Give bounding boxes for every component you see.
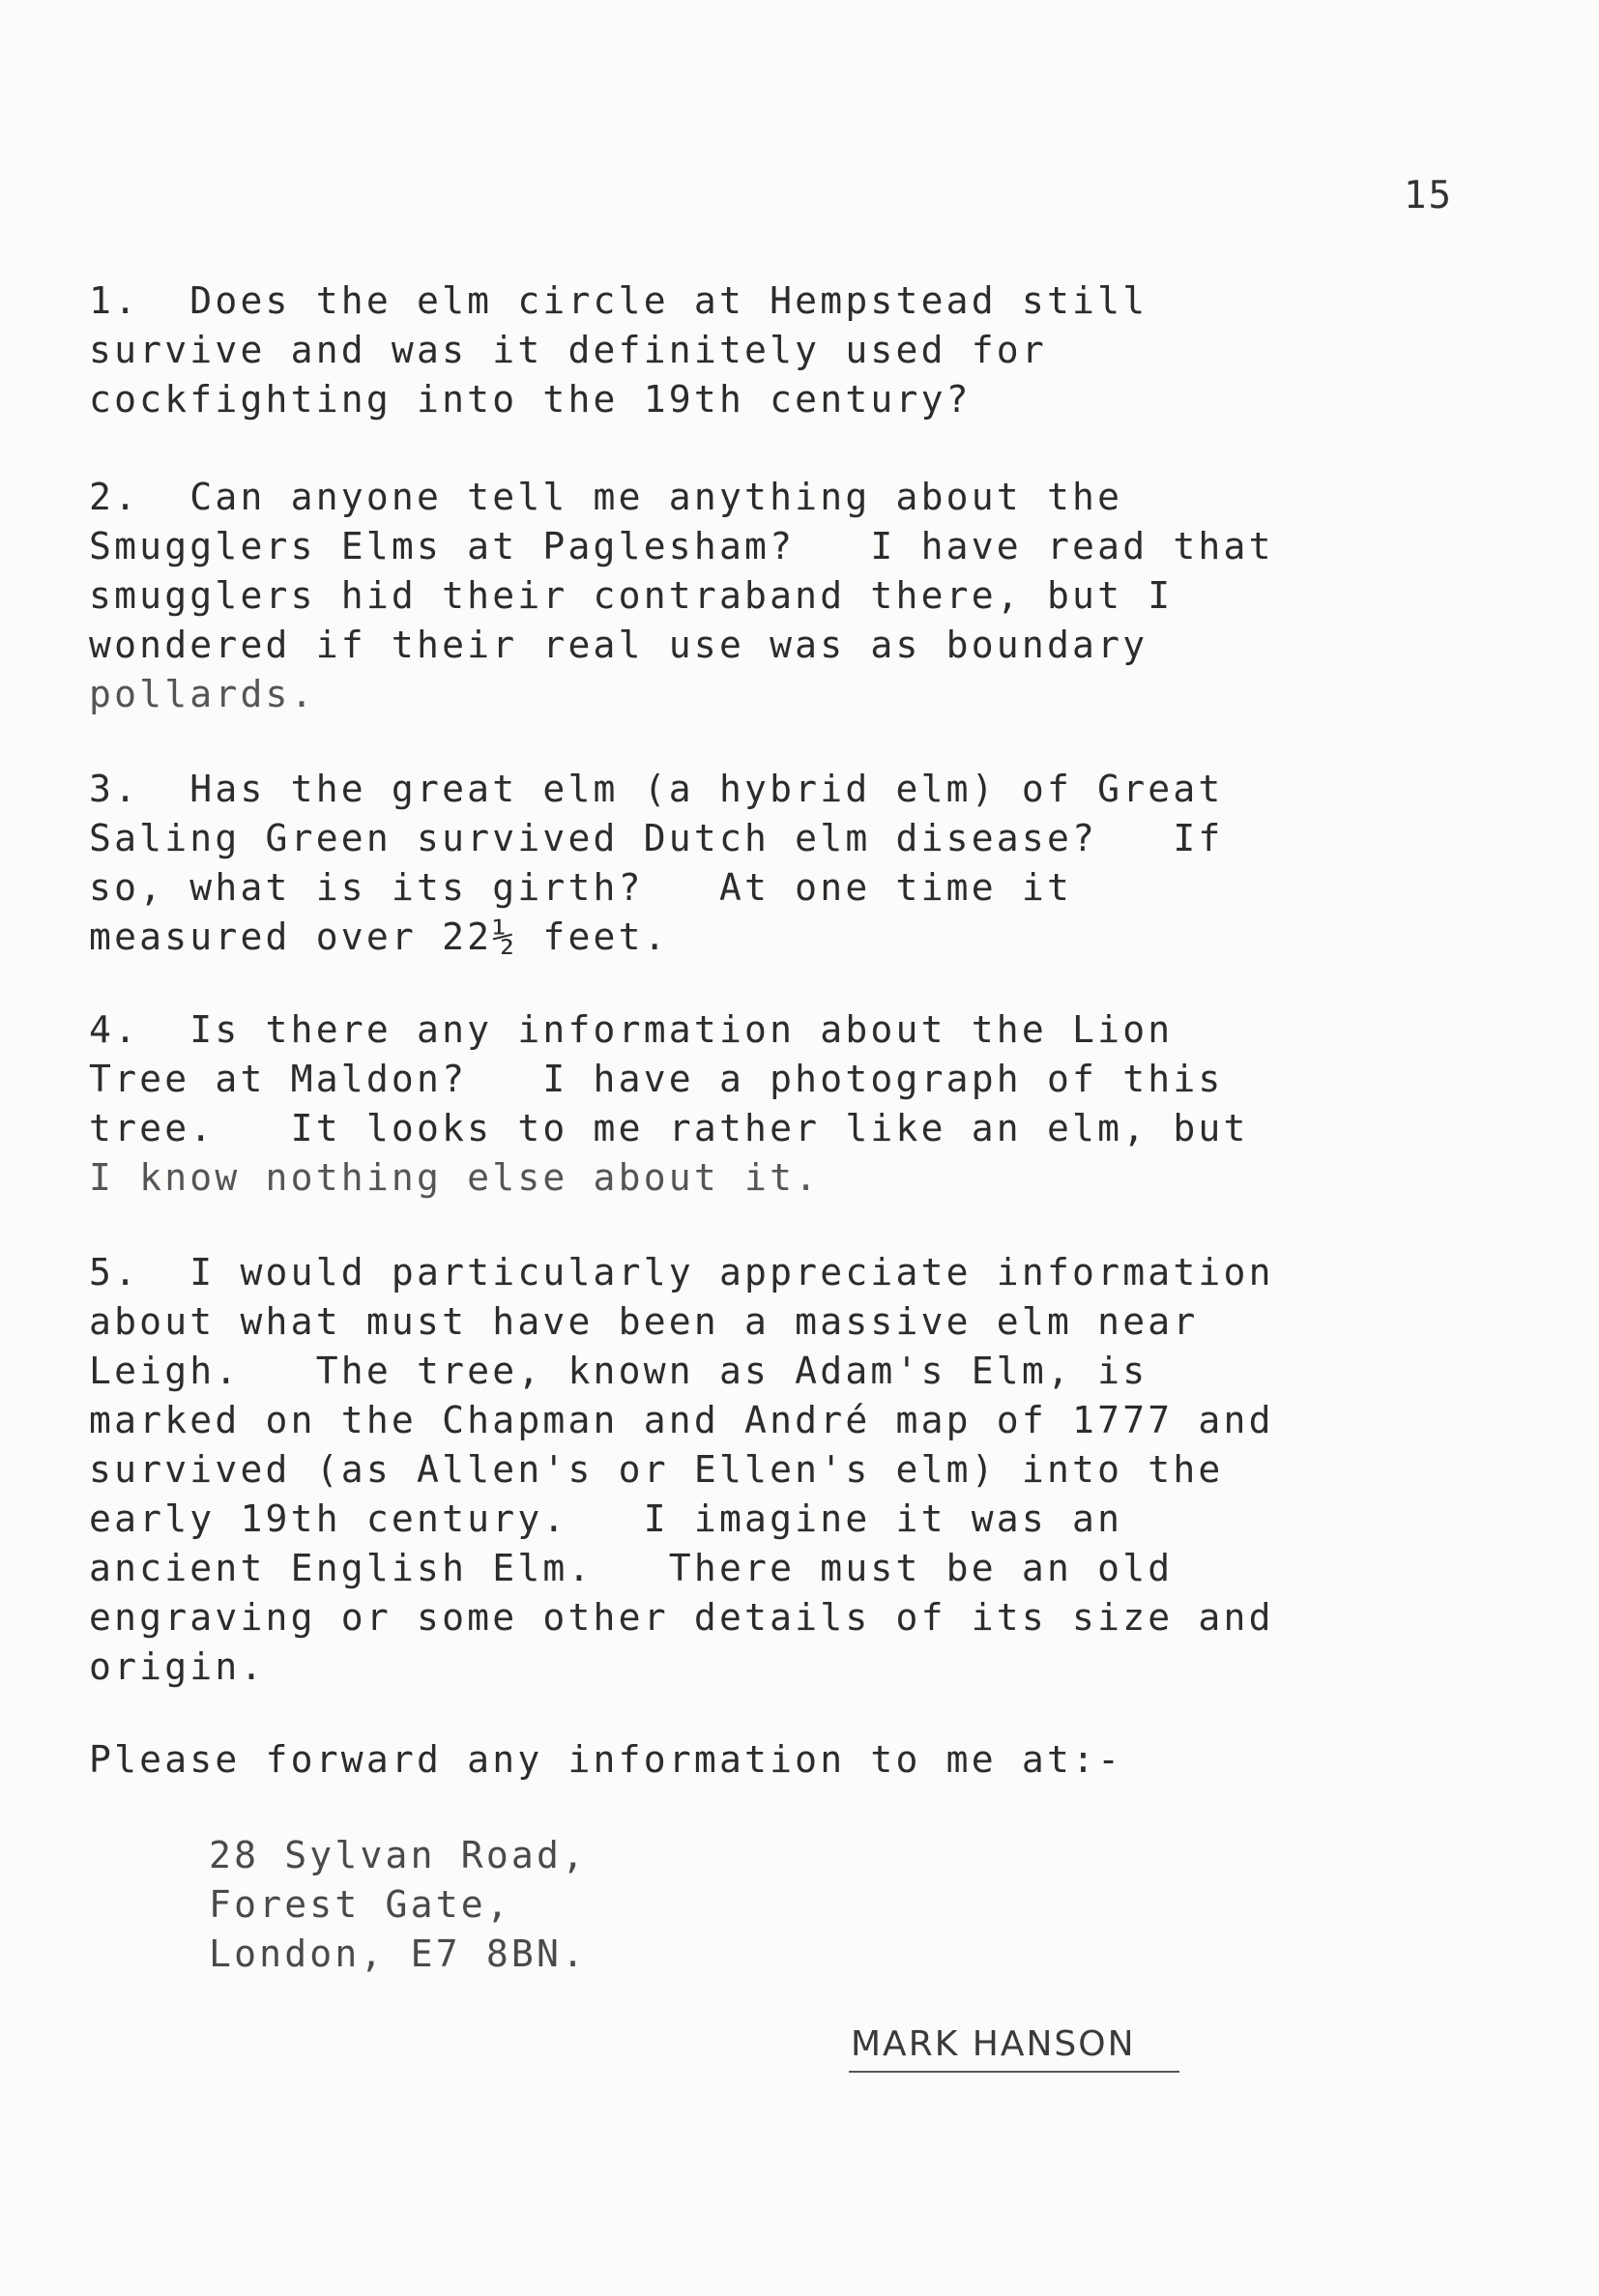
- signature-underline: [849, 2071, 1179, 2073]
- paragraph-line: Saling Green survived Dutch elm disease? If: [89, 817, 1224, 859]
- paragraph-line: cockfighting into the 19th century?: [89, 378, 972, 421]
- paragraph-line: about what must have been a massive elm near: [89, 1300, 1199, 1343]
- paragraph-line: survive and was it definitely used for: [89, 329, 1047, 371]
- paragraph-line: tree. It looks to me rather like an elm, but: [89, 1107, 1249, 1149]
- paragraph-line: so, what is its girth? At one time it: [89, 866, 1073, 909]
- paragraph-line: smugglers hid their contraband there, but I: [89, 574, 1174, 617]
- paragraph-line: ancient English Elm. There must be an old: [89, 1547, 1174, 1589]
- paragraph-line: early 19th century. I imagine it was an: [89, 1497, 1123, 1540]
- paragraph-line: Tree at Maldon? I have a photograph of this: [89, 1058, 1224, 1100]
- paragraph-line: Leigh. The tree, known as Adam's Elm, is: [89, 1350, 1148, 1392]
- paragraph-line: wondered if their real use was as boundary: [89, 624, 1148, 666]
- paragraph-line: engraving or some other details of its size and: [89, 1596, 1274, 1639]
- forward-request-text: Please forward any information to me at:-: [89, 1738, 1123, 1781]
- paragraph-line: 5. I would particularly appreciate information: [89, 1251, 1274, 1293]
- address-line: London, E7 8BN.: [209, 1933, 588, 1975]
- paragraph-line: 4. Is there any information about the Lion: [89, 1008, 1174, 1051]
- address-line: 28 Sylvan Road,: [209, 1834, 588, 1876]
- page-number: 15: [1404, 174, 1453, 218]
- paragraph-line: measured over 22½ feet.: [89, 915, 669, 958]
- paragraph-line: 1. Does the elm circle at Hempstead still: [89, 279, 1148, 322]
- address-line: Forest Gate,: [209, 1883, 511, 1926]
- paragraph-line: origin.: [89, 1645, 266, 1688]
- paragraph-line: 3. Has the great elm (a hybrid elm) of Great: [89, 768, 1224, 810]
- paragraph-line: pollards.: [89, 673, 316, 715]
- paragraph-line: I know nothing else about it.: [89, 1156, 821, 1199]
- paragraph-line: Smugglers Elms at Paglesham? I have read that: [89, 525, 1274, 567]
- paragraph-line: marked on the Chapman and André map of 1777 and: [89, 1399, 1274, 1441]
- paragraph-line: survived (as Allen's or Ellen's elm) into the: [89, 1448, 1224, 1491]
- paragraph-line: 2. Can anyone tell me anything about the: [89, 476, 1123, 518]
- signature-name: MARK HANSON: [851, 2024, 1136, 2064]
